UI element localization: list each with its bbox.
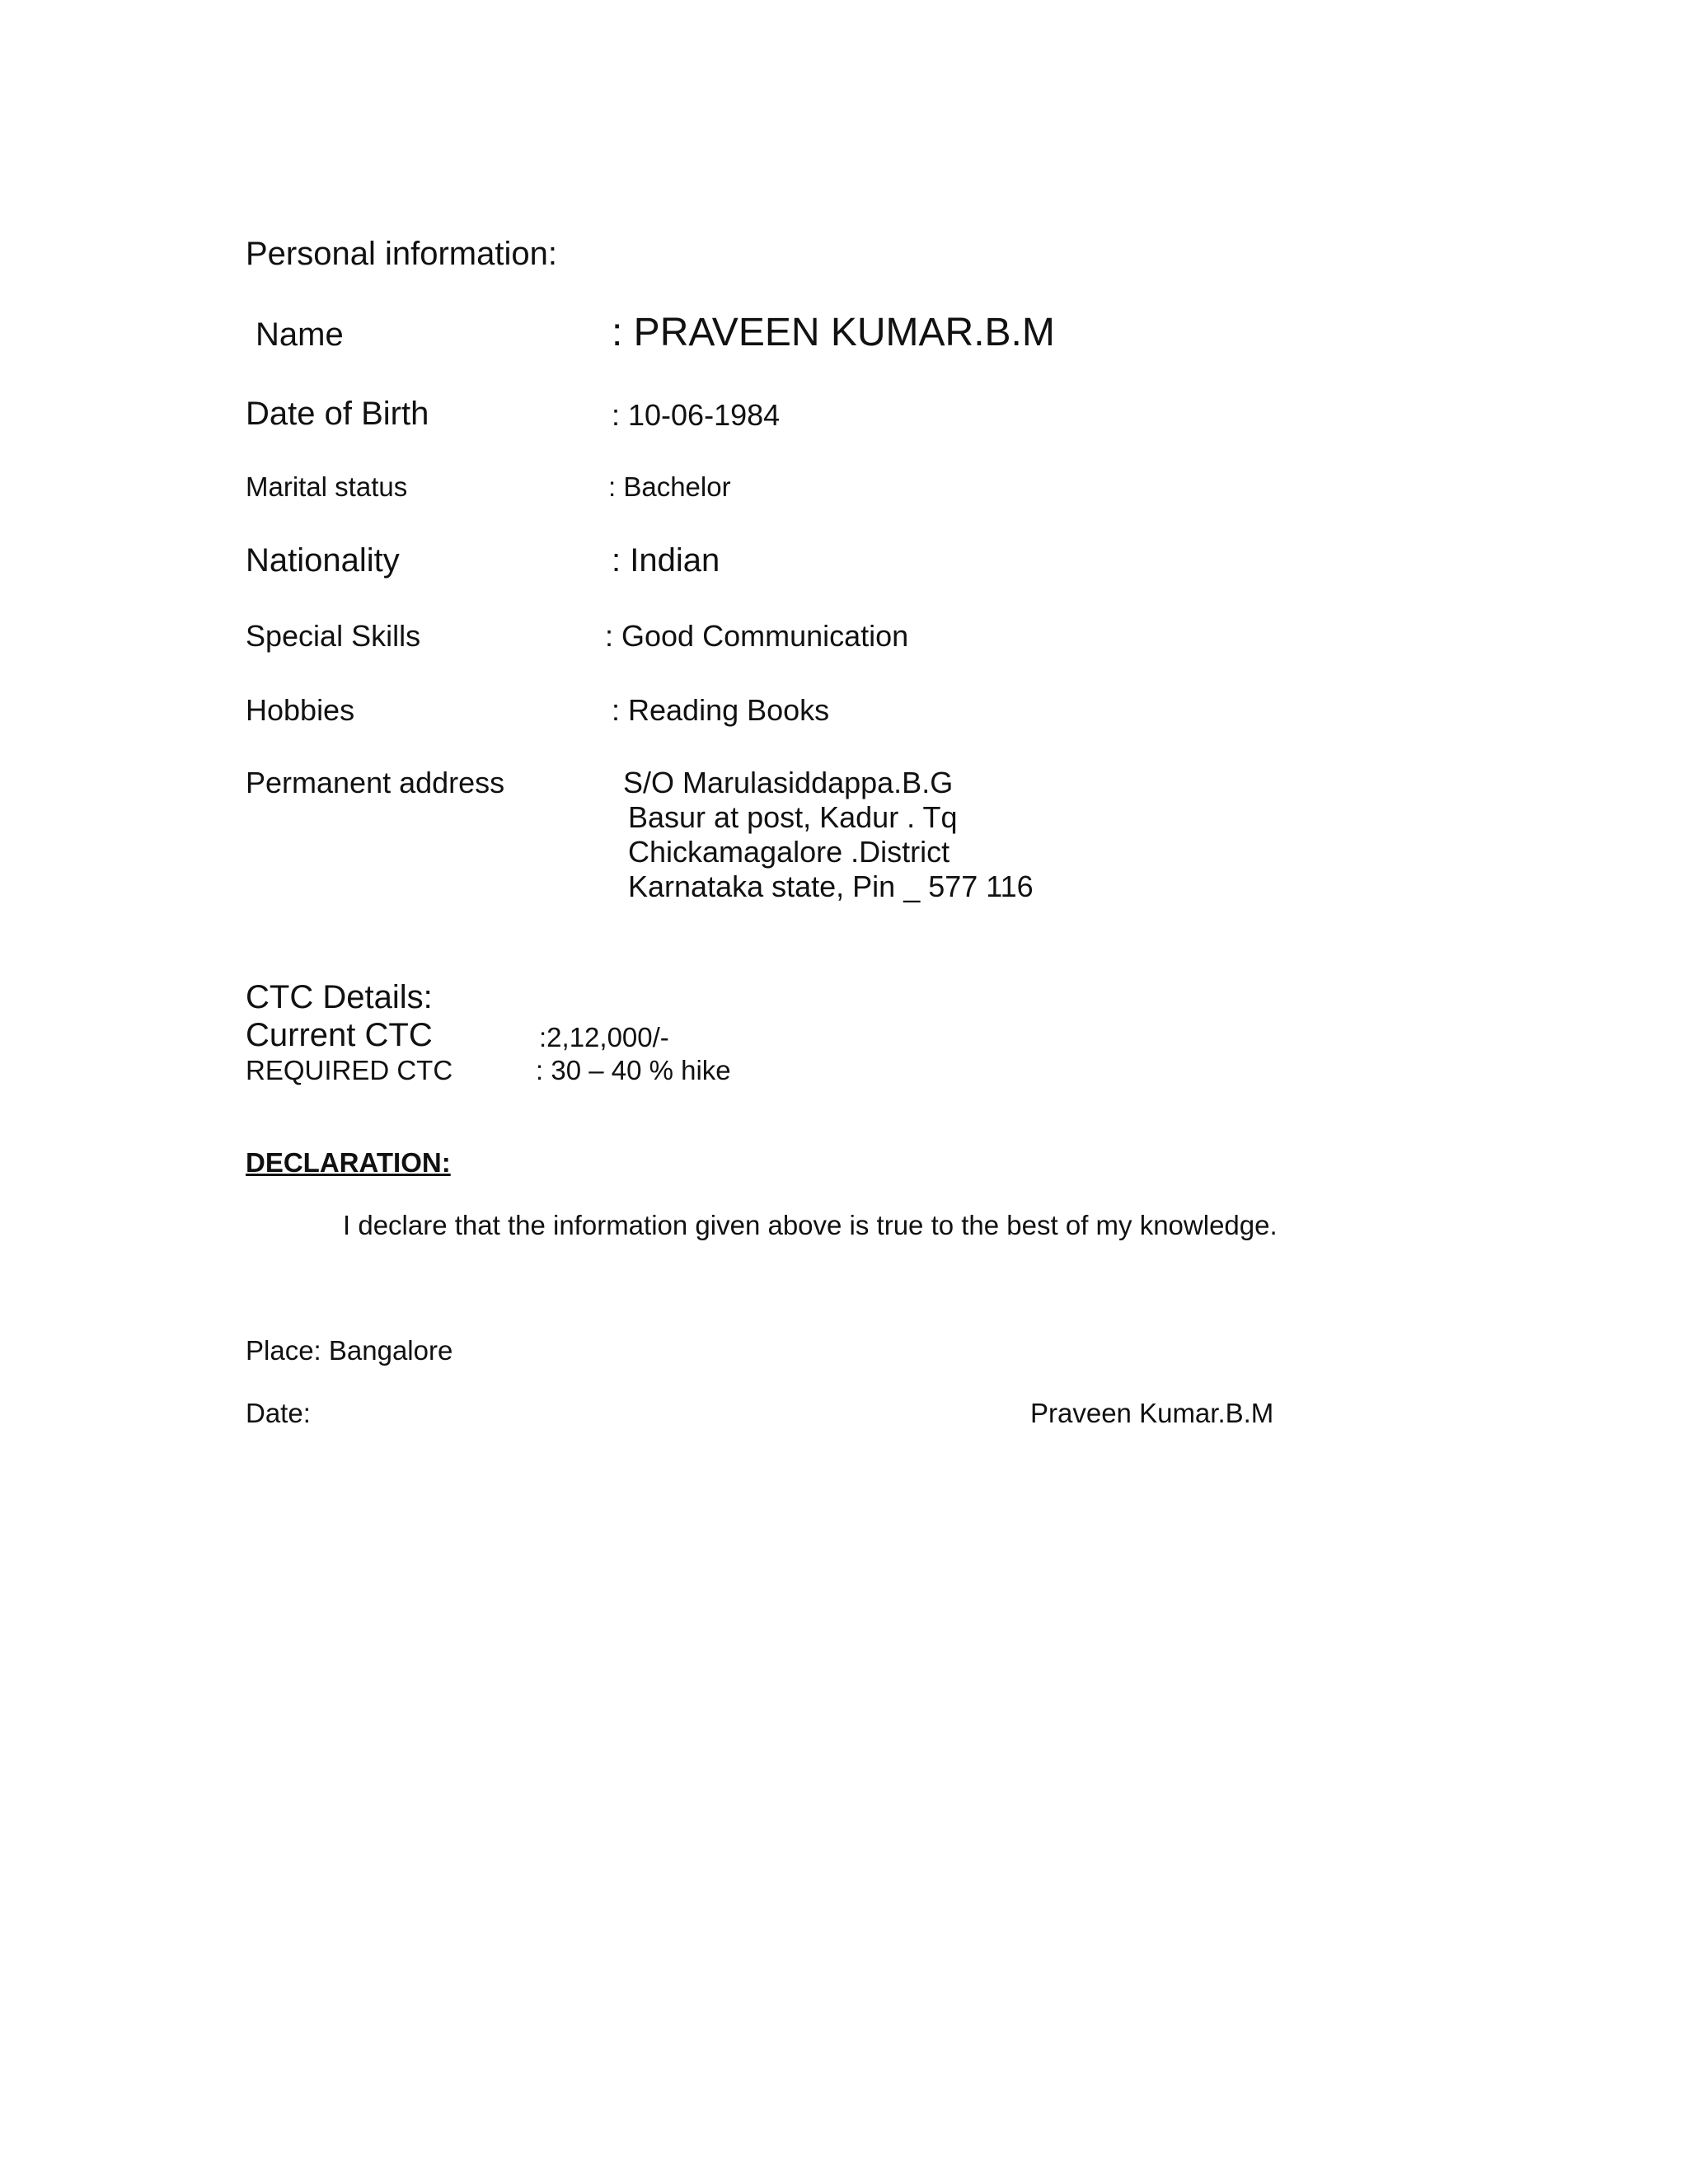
current-ctc-label: Current CTC — [246, 1017, 433, 1053]
address-line: S/O Marulasiddappa.B.G — [623, 766, 954, 799]
ctc-heading: CTC Details: — [246, 979, 433, 1015]
signature-name: Praveen Kumar.B.M — [1030, 1398, 1274, 1428]
hobbies-label: Hobbies — [246, 693, 355, 727]
nationality-value: : Indian — [612, 542, 720, 579]
declaration-text: I declare that the information given above is true to the best of my knowledge. — [343, 1210, 1278, 1240]
marital-status-label: Marital status — [246, 471, 408, 502]
place-text: Place: Bangalore — [246, 1335, 453, 1366]
dob-label: Date of Birth — [246, 396, 429, 432]
address-line: Chickamagalore .District — [628, 835, 950, 869]
declaration-title: DECLARATION: — [246, 1147, 451, 1178]
address-line: Basur at post, Kadur . Tq — [628, 800, 958, 834]
name-label: Name — [256, 316, 344, 353]
permanent-address-label: Permanent address — [246, 766, 505, 799]
required-ctc-label: REQUIRED CTC — [246, 1055, 453, 1085]
address-line: Karnataka state, Pin _ 577 116 — [628, 869, 1034, 903]
required-ctc-value: : 30 – 40 % hike — [536, 1055, 731, 1085]
date-label: Date: — [246, 1398, 311, 1428]
dob-value: : 10-06-1984 — [612, 398, 781, 432]
nationality-label: Nationality — [246, 542, 400, 579]
hobbies-value: : Reading Books — [612, 693, 830, 727]
personal-info-heading: Personal information: — [246, 236, 557, 272]
marital-status-value: : Bachelor — [608, 471, 731, 502]
special-skills-value: : Good Communication — [605, 619, 909, 653]
name-value: : PRAVEEN KUMAR.B.M — [612, 311, 1055, 354]
current-ctc-value: :2,12,000/- — [539, 1022, 669, 1052]
special-skills-label: Special Skills — [246, 619, 421, 653]
